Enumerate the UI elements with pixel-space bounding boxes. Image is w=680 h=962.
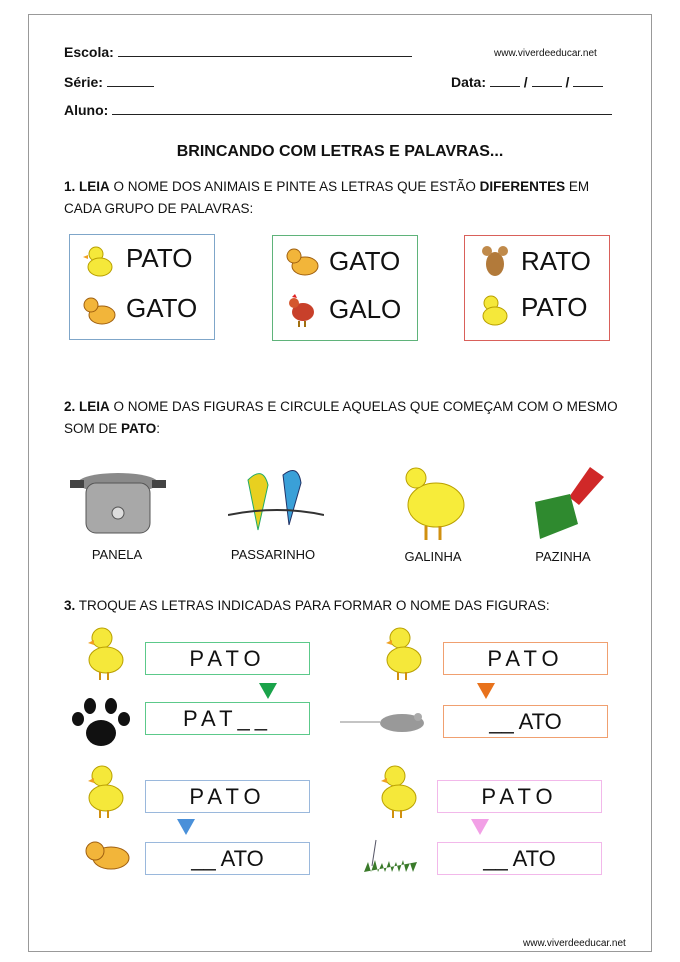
word: GALO xyxy=(329,294,402,324)
arrow-down-icon xyxy=(259,683,277,699)
page-title: BRINCANDO COM LETRAS E PALAVRAS... xyxy=(176,143,504,160)
website: www.viverdeeducar.net xyxy=(494,48,597,59)
pot-image xyxy=(68,458,168,548)
student-line[interactable] xyxy=(112,102,612,115)
figure-label: PASSARINHO xyxy=(230,547,316,562)
word-box-answer[interactable]: __ ATO xyxy=(145,842,310,875)
mouse-icon xyxy=(340,710,432,739)
word-box-answer[interactable]: __ ATO xyxy=(443,705,608,738)
duck-icon xyxy=(380,626,424,687)
grade-field[interactable] xyxy=(64,74,154,90)
student-label: Aluno: xyxy=(64,102,109,118)
date-label: Data: xyxy=(451,74,487,90)
figure-label: PAZINHA xyxy=(535,549,591,564)
grass-icon xyxy=(364,836,420,879)
duck-icon xyxy=(375,764,419,825)
word: GATO xyxy=(329,246,401,276)
word-box-answer[interactable]: __ ATO xyxy=(437,842,602,875)
duck-icon xyxy=(477,294,511,328)
question-3: 3. TROQUE AS LETRAS INDICADAS PARA FORMAR O NOME DAS FIGURAS: xyxy=(64,598,550,613)
figure-label: PANELA xyxy=(91,547,143,562)
question-2: 2. LEIA O NOME DAS FIGURAS E CIRCULE AQUELAS QUE COMEÇAM COM O MESMO SOM DE PATO: xyxy=(64,399,618,436)
word: RATO xyxy=(521,246,591,276)
school-label: Escola: xyxy=(64,44,114,60)
word: PATO xyxy=(126,243,193,273)
duck-icon xyxy=(82,245,116,279)
footer-website: www.viverdeeducar.net xyxy=(523,938,626,949)
duck-icon xyxy=(82,764,126,825)
rooster-icon xyxy=(285,294,319,328)
school-line[interactable] xyxy=(118,44,412,57)
arrow-down-icon xyxy=(471,819,489,835)
word-group-1 xyxy=(69,234,215,340)
question-1: 1. LEIA O NOME DOS ANIMAIS E PINTE AS LETRAS QUE ESTÃO DIFERENTES EM CADA GRUPO DE PALAVRAS: xyxy=(64,179,590,216)
school-field[interactable] xyxy=(64,44,412,60)
student-field[interactable] xyxy=(64,102,612,118)
grade-line[interactable] xyxy=(107,74,154,87)
duck-icon xyxy=(82,626,126,687)
cat-icon xyxy=(285,244,319,278)
word-box-top: PATO xyxy=(145,780,310,813)
word: PATO xyxy=(521,292,588,322)
birds-image xyxy=(228,460,324,545)
word-box-answer[interactable]: PAT__ xyxy=(145,702,310,735)
cat-icon xyxy=(84,838,130,877)
word-box-top: PATO xyxy=(443,642,608,675)
word: GATO xyxy=(126,293,198,323)
word-group-2 xyxy=(272,235,418,341)
mouse-icon xyxy=(477,244,511,278)
arrow-down-icon xyxy=(477,683,495,699)
grade-label: Série: xyxy=(64,74,103,90)
paw-icon xyxy=(70,697,132,752)
word-box-top: PATO xyxy=(437,780,602,813)
word-box-top: PATO xyxy=(145,642,310,675)
figure-label: GALINHA xyxy=(404,549,462,564)
arrow-down-icon xyxy=(177,819,195,835)
hen-image xyxy=(396,460,472,550)
word-group-3 xyxy=(464,235,610,341)
date-field[interactable]: Data: / / xyxy=(451,74,603,90)
cat-icon xyxy=(82,293,116,327)
trowel-image xyxy=(530,462,610,547)
